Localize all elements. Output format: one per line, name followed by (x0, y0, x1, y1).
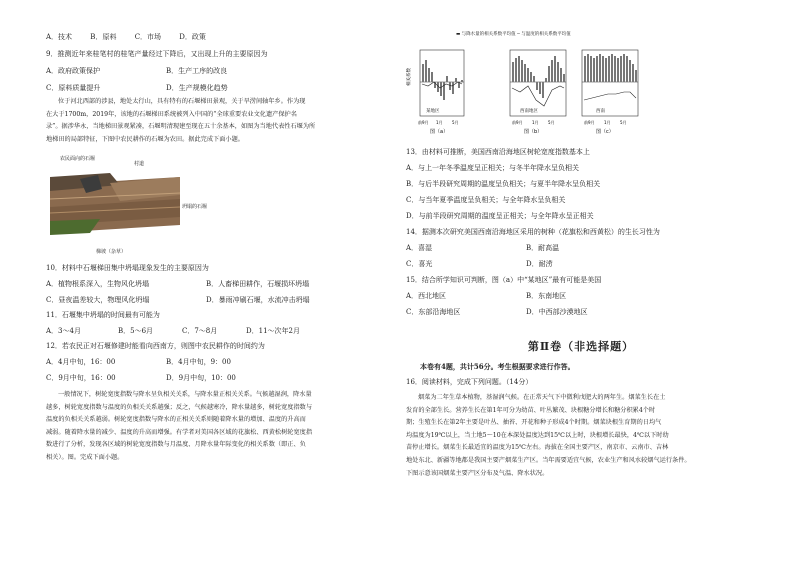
passage-line: 地梯田的局部特征，下图中农民耕作的石堰为农田。据此完成下面小题。 (46, 135, 244, 143)
option-d: D．9月中旬，10：00 (166, 374, 236, 382)
svg-text:5月: 5月 (452, 120, 459, 125)
passage-line: 录”。据涉华永，当地梯田景观紧凑，石堰明清现建至现在五十余基本，如图为当地代表性石堰为所 (46, 123, 316, 131)
option-c: C．原料质量提升 (46, 84, 101, 92)
q16-stem: 16．阅读材料，完成下列问题。（14分） (406, 378, 533, 386)
q15-options-cd (406, 308, 588, 317)
q10-stem: 10．材料中石堰梯田集中坍塌现象发生的主要原因为 (46, 264, 209, 272)
passage-line: 期；生殖生长在第2年主要是叶丛、抽苔、开花和种子形成4个时期。烟菜块根生育期的日均气 (406, 419, 662, 427)
figure-c (578, 42, 648, 134)
figure-b (506, 42, 581, 134)
q10-options-row2 (46, 296, 310, 305)
q12-options-row1 (46, 358, 231, 367)
option-b: B．原料 (90, 33, 117, 41)
q8-options (46, 33, 206, 42)
option-b: B．人畜梯田耕作，石堰损坏坍塌 (206, 280, 310, 288)
photo-label-bottom: 梯坡（杂草） (96, 249, 127, 255)
option-c: C．9月中旬，16：00 (46, 374, 116, 382)
passage-line: 在大于1700m，2019年，该地的石堰梯田系统被列入中国的“全球重要农业文化遗产保护名 (46, 110, 297, 118)
q13-option-a: A．与上一年冬季温度呈正相关；与冬半年降水呈负相关 (406, 164, 580, 172)
option-d: D．生产规模化趋势 (166, 84, 228, 92)
section-note: 本卷有4题，共计56分。考生根据要求进行作答。 (420, 362, 575, 371)
passage-line: 温度的负相关关系越弱。树轮宽度指数与降水的正相关关系则随着降水量的增加、温度的升高而 (46, 416, 306, 424)
photo-label-upper: 农民面向的石堰 (60, 156, 96, 162)
q13-option-b: B．与后半段研究周期的温度呈负相关；与夏半年降水呈负相关 (406, 180, 601, 188)
option-a: A．政府政策保护 (46, 67, 101, 75)
option-a: A．植物根系深入，生物风化坍塌 (46, 280, 150, 288)
terrace-photo (50, 155, 180, 245)
q11-stem: 11．石堰集中坍塌的时间最有可能为 (46, 311, 160, 319)
option-a: A．3～4月 (46, 327, 81, 335)
option-b: B．生产工序的改良 (166, 67, 228, 75)
passage-line: 位于河北西部的涉县，地处太行山，具有特有的石堰梯田景观，关于旱涝间轴年乡。作为现 (58, 98, 306, 105)
q12-stem: 12．若农民正对石堰修建时能看向西南方，则图中农民耕作的时间约为 (46, 342, 265, 350)
q15-options-ab (406, 292, 567, 301)
passage-line: 越多，树轮宽度指数与温度的负相关关系越强；反之，气候越寒冷，降水量越多，树轮宽度指数与 (46, 403, 313, 411)
passage-3 (406, 392, 756, 480)
passage-line: 相关）。图。完成下面小题。 (46, 453, 124, 461)
q9-options-cd (46, 84, 228, 93)
svg-text:相关系数: 相关系数 (407, 68, 412, 86)
svg-text:前9月: 前9月 (418, 120, 429, 125)
option-c: C．昼夜温差较大，物理风化坍塌 (46, 296, 150, 304)
svg-text:5月: 5月 (620, 120, 627, 125)
option-c: C．市场 (134, 33, 162, 41)
passage-line: 发育的全部生长。营养生长在第1年可分为幼苗、叶丛繁茂、块根糖分增长和糖分积累4个时 (406, 406, 656, 414)
svg-text:1月: 1月 (604, 120, 611, 125)
svg-text:图（b）: 图（b） (524, 129, 543, 134)
q14-stem: 14．据测本次研究美国西南沿海地区采用的树种（花旗松和西黄松）的生长习性为 (406, 228, 660, 236)
svg-text:图（c）: 图（c） (596, 129, 614, 134)
figure-b-svg (506, 42, 581, 134)
q12-options-row2 (46, 374, 236, 383)
option-a: A．喜湿 (406, 244, 433, 252)
passage-line: 苗停止增长。烟菜生长最适宜的温度为15℃左右。海拔在全国主要产区，南京市、云南市、吉林 (406, 444, 669, 452)
passage-line: 地处东北、新疆等地都是我国主要产烟菜生产区。当年需要适宜气候，农业生产和风水较烟气运行条件。 (406, 456, 691, 464)
q10-options-row1 (46, 280, 310, 289)
q14-options-cd (406, 260, 553, 269)
fig-b-region: 西南地区 (520, 109, 538, 114)
option-b: B．5～6月 (118, 327, 154, 335)
option-d: D．耐涝 (526, 260, 553, 268)
option-c: C．东部沿海地区 (406, 308, 461, 316)
option-c: C．7～8月 (182, 327, 218, 335)
svg-text:前9月: 前9月 (584, 120, 595, 125)
figure-legend: ▬ 与降水量的相关系数平均值 ─ 与温度的相关系数平均值 (456, 32, 571, 37)
passage-line: 均温度为19℃以上，当土地5～10在本深处温度达到15℃以上时，块根增长最快，4℃以下时幼 (406, 431, 669, 439)
option-a: A．技术 (46, 33, 73, 41)
option-c: C．喜光 (406, 260, 433, 268)
q9-stem: 9．推测近年来桂笔村的桂笔产量经过下降后，又出现上升的主要原因为 (46, 50, 268, 58)
q15-stem: 15．结合所学知识可判断，图（a）中“某地区”最有可能是美国 (406, 276, 602, 284)
section-title: 第Ⅱ卷（非选择题） (527, 340, 635, 353)
option-a: A．西北地区 (406, 292, 447, 300)
svg-text:1月: 1月 (532, 120, 539, 125)
passage-line: 一般情况下，树轮宽度指数与降水呈负相关关系，与降水量正相关关系。气候越湿润，降水量 (58, 391, 312, 398)
q13-option-c: C．与当年夏季温度呈负相关；与全年降水呈负相关 (406, 196, 566, 204)
q13-option-d: D．与前半段研究周期的温度呈正相关；与全年降水呈正相关 (406, 212, 594, 220)
svg-text:图（a）: 图（a） (430, 129, 449, 134)
option-a: A．4月中旬，16：00 (46, 358, 116, 366)
figure-a (406, 42, 516, 134)
option-b: B．东南地区 (526, 292, 567, 300)
svg-text:前9月: 前9月 (512, 120, 523, 125)
fig-c-region: 西南 (596, 109, 605, 114)
q11-options (46, 327, 300, 336)
option-d: D．11～次年2月 (246, 327, 300, 335)
option-d: D．政策 (179, 33, 206, 41)
q13-stem: 13．由材料可推断，美国西南沿海地区树轮宽度指数基本上 (406, 148, 590, 156)
passage-line: 减弱。随着降水量的减少、温度的升高而增强。有学者对美国各区域的花旗松、西黄松树轮宽度指 (46, 428, 313, 436)
figure-c-svg (578, 42, 648, 134)
option-b: B．4月中旬，9：00 (166, 358, 231, 366)
photo-label-side: 坍塌的石堰 (182, 204, 208, 210)
passage-line: 数进行了分析，发现各区域的树轮宽度指数与月温度、月降水量年际变化的相关系数（即正、负 (46, 441, 306, 449)
figure-a-svg (406, 42, 516, 134)
option-b: B．耐高温 (526, 244, 560, 252)
passage-1 (46, 96, 386, 146)
passage-line: 烟菜为二年生草本植物，基湿润气候。在正常天气下中微利戊肥大的两年生。烟菜生长在土 (418, 394, 666, 401)
fig-a-region: 某地区 (426, 109, 440, 114)
q9-options-ab (46, 67, 228, 76)
option-d: D．中西部沙漠地区 (526, 308, 588, 316)
svg-text:5月: 5月 (548, 120, 555, 125)
photo-label-road: 村道 (134, 161, 145, 167)
q14-options-ab (406, 244, 560, 253)
passage-2 (46, 389, 386, 465)
option-d: D．暴雨冲刷石堰，水流冲击坍塌 (206, 296, 310, 304)
passage-line: 下图示意该国烟菜主要产区分布及气温、降水状况。 (406, 469, 549, 477)
svg-text:1月: 1月 (436, 120, 443, 125)
